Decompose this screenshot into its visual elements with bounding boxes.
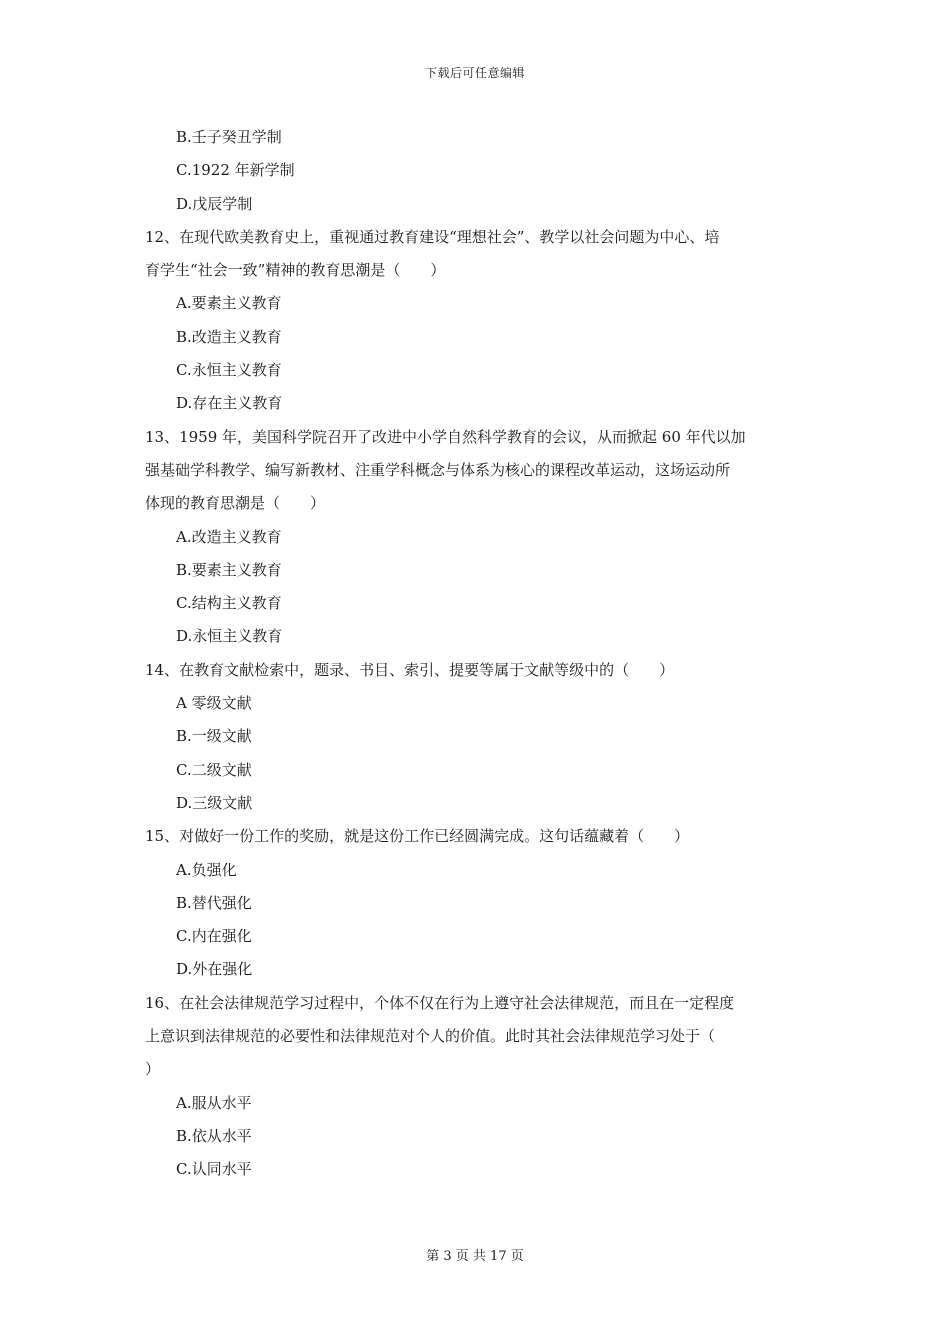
question-12-line: 育学生“社会一致”精神的教育思潮是（ ） — [145, 261, 446, 280]
option-line: B.壬子癸丑学制 — [176, 128, 282, 146]
question-13-line: 13、1959 年，美国科学院召开了改进中小学自然科学教育的会议，从而掀起 60 年代以加 — [145, 427, 746, 446]
question-16-line: 16、在社会法律规范学习过程中，个体不仅在行为上遵守社会法律规范，而且在一定程度 — [145, 993, 735, 1012]
option-line: A.负强化 — [176, 860, 237, 879]
question-16-line: ） — [145, 1060, 161, 1079]
question-12-line: 12、在现代欧美教育史上，重视通过教育建设“理想社会”、教学以社会问题为中心、培 — [145, 227, 720, 246]
question-14-line: 14、在教育文献检索中，题录、书目、索引、提要等属于文献等级中的（ ） — [145, 660, 675, 679]
option-line: D.三级文献 — [176, 793, 253, 812]
option-line: C.结构主义教育 — [176, 594, 282, 613]
option-line: B.要素主义教育 — [176, 560, 282, 579]
document-body — [145, 123, 810, 1189]
option-line: C.认同水平 — [176, 1160, 252, 1179]
question-16-line: 上意识到法律规范的必要性和法律规范对个人的价值。此时其社会法律规范学习处于（ — [145, 1027, 716, 1046]
option-line: C.二级文献 — [176, 760, 252, 779]
option-line: B.替代强化 — [176, 893, 252, 912]
page-footer: 第 3 页 共 17 页 — [426, 1249, 524, 1264]
page-header: 下载后可任意编辑 — [424, 66, 525, 80]
option-line: A.改造主义教育 — [176, 527, 282, 546]
option-line: B.改造主义教育 — [176, 327, 282, 346]
option-line: D.外在强化 — [176, 960, 253, 979]
option-line: D.戊辰学制 — [176, 194, 253, 213]
option-line: D.存在主义教育 — [176, 394, 283, 413]
option-line: C.内在强化 — [176, 927, 252, 946]
option-line: A.服从水平 — [176, 1093, 252, 1112]
option-line: B.一级文献 — [176, 727, 252, 746]
option-line: B.依从水平 — [176, 1126, 252, 1145]
option-line: A 零级文献 — [176, 694, 252, 713]
question-13-line: 强基础学科教学、编写新教材、注重学科概念与体系为核心的课程改革运动，这场运动所 — [145, 460, 731, 479]
option-line: D.永恒主义教育 — [176, 627, 283, 646]
question-13-line: 体现的教育思潮是（ ） — [145, 494, 326, 513]
question-15-line: 15、对做好一份工作的奖励，就是这份工作已经圆满完成。这句话蕴藏着（ ） — [145, 827, 690, 846]
option-line: C.永恒主义教育 — [176, 361, 282, 380]
option-line: A.要素主义教育 — [176, 294, 282, 313]
option-line: C.1922 年新学制 — [176, 161, 295, 180]
